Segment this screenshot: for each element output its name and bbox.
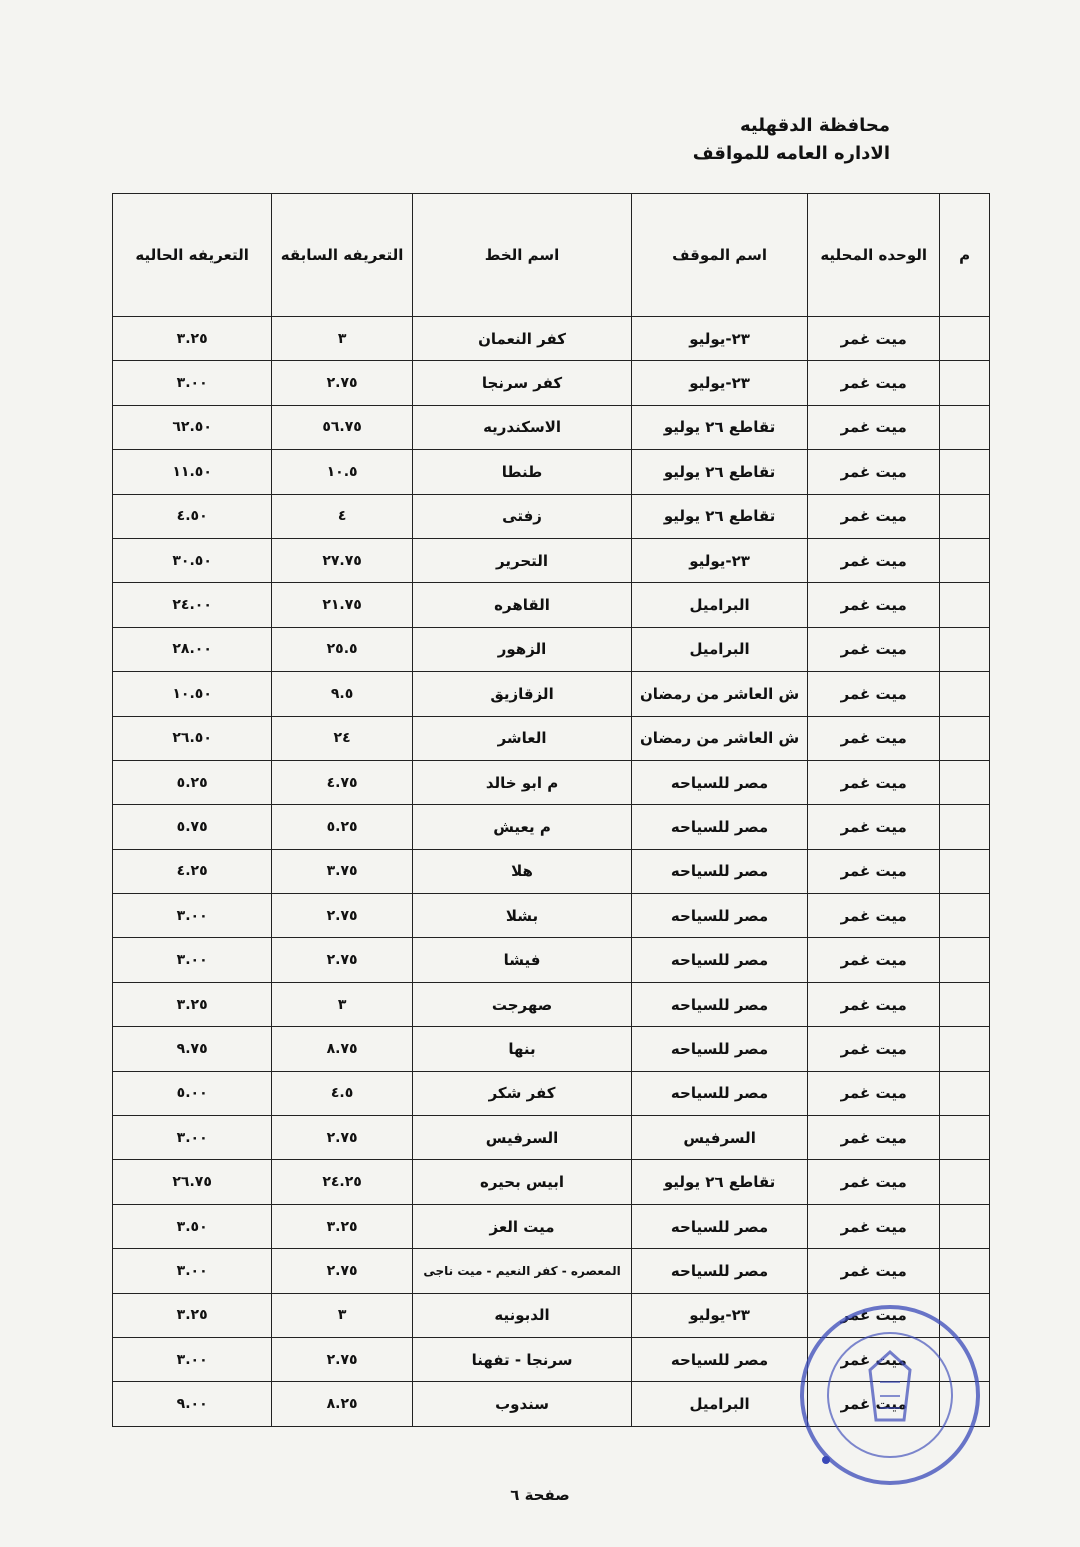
cell-prev-fare: ٤.٥ [272,1071,413,1115]
cell-index [940,716,990,760]
cell-stop: مصر للسياحه [632,849,808,893]
cell-current-fare: ٥.٠٠ [113,1071,272,1115]
cell-stop: تقاطع ٢٦ يوليو [632,450,808,494]
cell-line: العاشر [412,716,631,760]
cell-stop: البراميل [632,627,808,671]
cell-prev-fare: ٢١.٧٥ [272,583,413,627]
cell-current-fare: ٩.٠٠ [113,1382,272,1426]
cell-stop: مصر للسياحه [632,894,808,938]
table-row [113,1027,990,1071]
cell-unit: ميت غمر [807,450,939,494]
table-row [113,716,990,760]
cell-unit: ميت غمر [807,627,939,671]
cell-line: بنها [412,1027,631,1071]
fares-table [112,193,990,1427]
table-row [113,1160,990,1204]
cell-line: ابيس بحيره [412,1160,631,1204]
cell-index [940,849,990,893]
table-row [113,1071,990,1115]
cell-line: طنطا [412,450,631,494]
cell-stop: البراميل [632,583,808,627]
cell-current-fare: ٣.٠٠ [113,1116,272,1160]
cell-current-fare: ١٠.٥٠ [113,672,272,716]
table-row [113,849,990,893]
cell-current-fare: ٣.٥٠ [113,1204,272,1248]
table-row [113,894,990,938]
cell-index [940,1204,990,1248]
cell-index [940,1071,990,1115]
cell-line: م يعيش [412,805,631,849]
cell-current-fare: ٣.٠٠ [113,938,272,982]
cell-line: كفر النعمان [412,317,631,361]
cell-current-fare: ٤.٢٥ [113,849,272,893]
cell-stop: مصر للسياحه [632,1027,808,1071]
cell-line: زفتى [412,494,631,538]
cell-line: كفر شكر [412,1071,631,1115]
cell-unit: ميت غمر [807,1204,939,1248]
cell-index [940,938,990,982]
cell-prev-fare: ٢.٧٥ [272,1116,413,1160]
cell-stop: مصر للسياحه [632,805,808,849]
table-row [113,538,990,582]
cell-line: الزقازيق [412,672,631,716]
cell-unit: ميت غمر [807,317,939,361]
cell-current-fare: ٦٢.٥٠ [113,405,272,449]
cell-index [940,494,990,538]
table-row [113,583,990,627]
cell-stop: تقاطع ٢٦ يوليو [632,494,808,538]
cell-line: القاهره [412,583,631,627]
cell-unit: ميت غمر [807,538,939,582]
cell-line: صهرجت [412,982,631,1026]
cell-prev-fare: ٢٥.٥ [272,627,413,671]
cell-unit: ميت غمر [807,1337,939,1381]
cell-unit: ميت غمر [807,1116,939,1160]
cell-prev-fare: ٩.٥ [272,672,413,716]
cell-stop: ش العاشر من رمضان [632,672,808,716]
cell-stop: السرفيس [632,1116,808,1160]
cell-line: ميت العز [412,1204,631,1248]
cell-prev-fare: ٢٤.٢٥ [272,1160,413,1204]
cell-stop: ٢٣-يوليو [632,1293,808,1337]
cell-current-fare: ٢٨.٠٠ [113,627,272,671]
table-row [113,405,990,449]
cell-unit: ميت غمر [807,583,939,627]
cell-prev-fare: ٣.٧٥ [272,849,413,893]
cell-index [940,317,990,361]
table-row [113,450,990,494]
cell-line: فيشا [412,938,631,982]
cell-current-fare: ٥.٢٥ [113,760,272,804]
table-row [113,1116,990,1160]
cell-index [940,1160,990,1204]
cell-unit: ميت غمر [807,361,939,405]
cell-prev-fare: ٨.٢٥ [272,1382,413,1426]
cell-current-fare: ٣.٠٠ [113,361,272,405]
cell-current-fare: ٢٦.٧٥ [113,1160,272,1204]
cell-current-fare: ٣.٠٠ [113,1337,272,1381]
cell-prev-fare: ٢٧.٧٥ [272,538,413,582]
table-row [113,760,990,804]
cell-unit: ميت غمر [807,760,939,804]
cell-index [940,583,990,627]
document-header [693,112,890,168]
cell-stop: ٢٣-يوليو [632,361,808,405]
col-header-line: اسم الخط [412,194,631,317]
cell-unit: ميت غمر [807,805,939,849]
cell-line: سندوب [412,1382,631,1426]
cell-unit: ميت غمر [807,1293,939,1337]
cell-stop: مصر للسياحه [632,1337,808,1381]
cell-unit: ميت غمر [807,1071,939,1115]
cell-line: م ابو خالد [412,760,631,804]
cell-prev-fare: ٣ [272,317,413,361]
cell-index [940,805,990,849]
cell-prev-fare: ٢.٧٥ [272,1337,413,1381]
cell-index [940,672,990,716]
cell-line: سرنجا - تفهنا [412,1337,631,1381]
cell-unit: ميت غمر [807,494,939,538]
table-row [113,627,990,671]
page-number: صفحة ٦ [510,1486,570,1504]
cell-line: المعصره - كفر النعيم - ميت ناجى [412,1249,631,1293]
cell-current-fare: ٣.٠٠ [113,894,272,938]
cell-stop: مصر للسياحه [632,938,808,982]
cell-unit: ميت غمر [807,1027,939,1071]
governorate-title: محافظة الدقهليه [740,115,890,136]
cell-unit: ميت غمر [807,1249,939,1293]
table-row [113,317,990,361]
cell-unit: ميت غمر [807,405,939,449]
cell-prev-fare: ٣ [272,982,413,1026]
cell-line: الزهور [412,627,631,671]
cell-index [940,627,990,671]
table-row [113,982,990,1026]
cell-line: الاسكندريه [412,405,631,449]
cell-unit: ميت غمر [807,716,939,760]
col-header-stop: اسم الموقف [632,194,808,317]
col-header-prev: التعريفه السابقه [272,194,413,317]
cell-index [940,760,990,804]
cell-current-fare: ٣.٢٥ [113,1293,272,1337]
table-row [113,1204,990,1248]
cell-prev-fare: ٤.٧٥ [272,760,413,804]
cell-unit: ميت غمر [807,672,939,716]
cell-stop: مصر للسياحه [632,1204,808,1248]
cell-unit: ميت غمر [807,849,939,893]
table-row [113,1249,990,1293]
cell-index [940,361,990,405]
cell-prev-fare: ٢.٧٥ [272,894,413,938]
cell-unit: ميت غمر [807,938,939,982]
table-header-row [113,194,990,317]
col-header-unit: الوحده المحليه [807,194,939,317]
cell-stop: ٢٣-يوليو [632,538,808,582]
cell-stop: تقاطع ٢٦ يوليو [632,405,808,449]
col-header-m: م [940,194,990,317]
col-header-cur: التعريفه الحاليه [113,194,272,317]
cell-index [940,450,990,494]
table-row [113,494,990,538]
cell-index [940,1249,990,1293]
cell-line: التحرير [412,538,631,582]
cell-stop: تقاطع ٢٦ يوليو [632,1160,808,1204]
cell-line: هلا [412,849,631,893]
cell-stop: مصر للسياحه [632,1249,808,1293]
cell-unit: ميت غمر [807,1382,939,1426]
cell-current-fare: ٥.٧٥ [113,805,272,849]
table-row [113,805,990,849]
cell-index [940,538,990,582]
cell-prev-fare: ٨.٧٥ [272,1027,413,1071]
table-body [113,317,990,1427]
cell-current-fare: ١١.٥٠ [113,450,272,494]
cell-prev-fare: ٢.٧٥ [272,1249,413,1293]
cell-prev-fare: ٢٤ [272,716,413,760]
cell-prev-fare: ٥٦.٧٥ [272,405,413,449]
cell-index [940,1027,990,1071]
cell-stop: البراميل [632,1382,808,1426]
cell-current-fare: ٤.٥٠ [113,494,272,538]
cell-line: السرفيس [412,1116,631,1160]
cell-unit: ميت غمر [807,1160,939,1204]
cell-line: كفر سرنجا [412,361,631,405]
cell-prev-fare: ٢.٧٥ [272,938,413,982]
table-row [113,361,990,405]
cell-stop: ش العاشر من رمضان [632,716,808,760]
cell-current-fare: ٣٠.٥٠ [113,538,272,582]
cell-line: بشلا [412,894,631,938]
cell-index [940,1116,990,1160]
official-stamp [786,1300,986,1490]
cell-unit: ميت غمر [807,982,939,1026]
cell-index [940,894,990,938]
cell-stop: مصر للسياحه [632,982,808,1026]
cell-prev-fare: ١٠.٥ [272,450,413,494]
cell-current-fare: ٣.٢٥ [113,982,272,1026]
department-title: الاداره العامه للمواقف [692,143,890,164]
cell-index [940,405,990,449]
cell-stop: ٢٣-يوليو [632,317,808,361]
cell-current-fare: ٣.٢٥ [113,317,272,361]
cell-index [940,982,990,1026]
cell-prev-fare: ٥.٢٥ [272,805,413,849]
cell-line: الدبونيه [412,1293,631,1337]
cell-current-fare: ٢٦.٥٠ [113,716,272,760]
table-row [113,938,990,982]
cell-current-fare: ٩.٧٥ [113,1027,272,1071]
cell-prev-fare: ٣ [272,1293,413,1337]
cell-prev-fare: ٤ [272,494,413,538]
cell-current-fare: ٣.٠٠ [113,1249,272,1293]
cell-current-fare: ٢٤.٠٠ [113,583,272,627]
cell-unit: ميت غمر [807,894,939,938]
table-row [113,672,990,716]
cell-stop: مصر للسياحه [632,1071,808,1115]
cell-stop: مصر للسياحه [632,760,808,804]
cell-prev-fare: ٣.٢٥ [272,1204,413,1248]
cell-prev-fare: ٢.٧٥ [272,361,413,405]
